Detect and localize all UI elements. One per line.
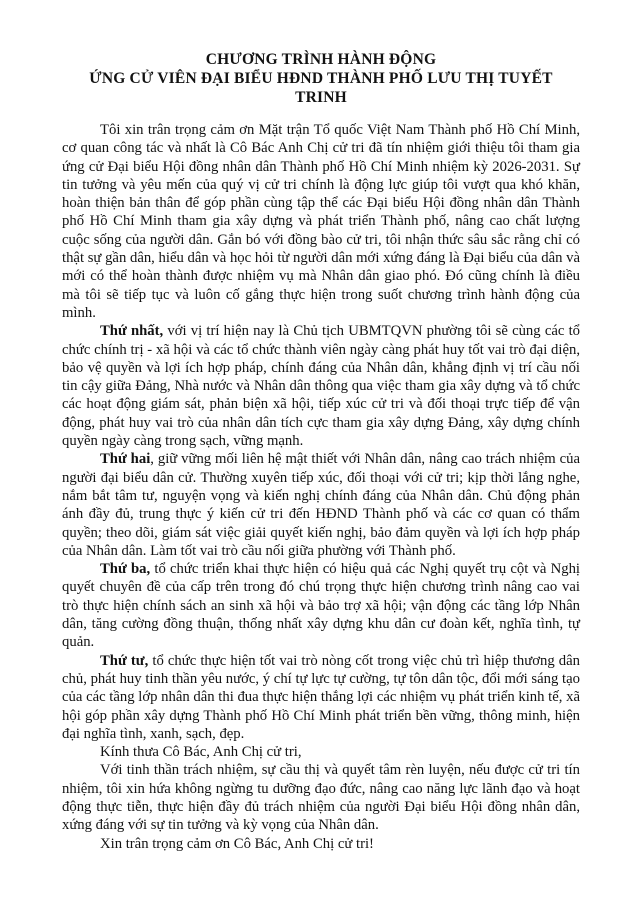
paragraph-lead: Thứ tư, xyxy=(100,652,149,669)
paragraph-text: Tôi xin trân trọng cảm ơn Mặt trận Tổ quốc Việt Nam Thành phố Hồ Chí Minh, cơ quan công tác và nhất là Cô Bác Anh Chị cử tri đã tín nhiệm giới thiệu tôi tham gia ứng cử Đại biểu Hội đồng nhân dân Thành phố Hồ Chí Minh nhiệm kỳ 2026-2031. Sự tin tưởng và yêu mến của quý vị cử tri chính là động lực giúp tôi vượt qua khó khăn, hoàn thiện bản thân để góp phần cùng tập thể các Đại biểu Hội đồng nhân dân Thành phố Hồ Chí Minh tham gia xây dựng và phát triển Thành phố, nâng cao chất lượng cuộc sống của người dân. Gắn bó với đồng bào cử tri, tôi nhận thức sâu sắc rằng chỉ có thật sự gần dân, hiểu dân và học hỏi từ người dân mới xứng đáng là Đại biểu của dân và mới có thể hoàn thành được nhiệm vụ mà Nhân dân giao phó. Đó cũng chính là điều mà tôi sẽ tiếp tục và luôn cố gắng thực hiện trong suốt chương trình hành động của mình. xyxy=(62,122,580,321)
paragraph-text: tổ chức triển khai thực hiện có hiệu quả các Nghị quyết trụ cột và Nghị quyết chuyên đề của cấp trên trong đó chú trọng thực hiện chương trình nâng cao vai trò thực hiện chính sách an sinh xã hội và bảo trợ xã hội; vận động các tầng lớp Nhân dân, tăng cường đồng thuận, thống nhất xây dựng khu dân cư đoàn kết, nghĩa tình, tự quản. xyxy=(62,561,580,651)
paragraph-text: Với tinh thần trách nhiệm, sự cầu thị và quyết tâm rèn luyện, nếu được cử tri tín nhiệm, tôi xin hứa không ngừng tu dưỡng đạo đức, nâng cao năng lực lãnh đạo và hoạt động thực tiễn, thực hiện đầy đủ trách nhiệm của người Đại biểu Hội đồng nhân dân, xứng đáng với sự tin tưởng và kỳ vọng của Nhân dân. xyxy=(62,762,580,834)
paragraph-intro xyxy=(62,121,580,322)
paragraph-text: với vị trí hiện nay là Chủ tịch UBMTQVN phường tôi sẽ cùng các tổ chức chính trị - xã hội và các tổ chức thành viên ngày càng phát huy tốt vai trò đại diện, bảo vệ quyền và lợi ích hợp pháp, chính đáng của Nhân dân, khẳng định vị trí cầu nối tin cậy giữa Đảng, Nhà nước và Nhân dân thông qua việc tham gia xây dựng và tổ chức các hoạt động giám sát, phản biện xã hội, tiếp xúc cử tri và đối thoại trực tiếp để vận động, phát huy vai trò của nhân dân tích cực tham gia xây dựng Đảng, xây dựng chính quyền ngày càng trong sạch, vững mạnh. xyxy=(62,323,580,450)
paragraph-point-4 xyxy=(62,652,580,743)
paragraph-commitment xyxy=(62,761,580,834)
paragraph-salutation xyxy=(62,743,580,761)
document-title-line2: ỨNG CỬ VIÊN ĐẠI BIỂU HĐND THÀNH PHỐ LƯU THỊ TUYẾT TRINH xyxy=(89,70,553,106)
paragraph-lead: Thứ nhất, xyxy=(100,323,164,340)
document-title xyxy=(62,50,580,107)
paragraph-text: Xin trân trọng cảm ơn Cô Bác, Anh Chị cử tri! xyxy=(100,835,374,852)
paragraph-point-2 xyxy=(62,450,580,560)
paragraph-text: , giữ vững mối liên hệ mật thiết với Nhân dân, nâng cao trách nhiệm của người đại biểu dân cử. Thường xuyên tiếp xúc, đối thoại với cử tri; kịp thời lắng nghe, nắm bắt tâm tư, nguyện vọng và kiến nghị chính đáng của Nhân dân. Chủ động phản ánh đầy đủ, trung thực ý kiến cử tri đến HĐND Thành phố và các cơ quan có thẩm quyền; theo dõi, giám sát việc giải quyết kiến nghị, bảo đảm quyền và lợi ích hợp pháp của Nhân dân. Làm tốt vai trò cầu nối giữa phường với Thành phố. xyxy=(62,451,580,559)
paragraph-text: tổ chức thực hiện tốt vai trò nòng cốt trong việc chủ trì hiệp thương dân chủ, phát huy tinh thần yêu nước, ý chí tự lực tự cường, tự tôn dân tộc, đổi mới sáng tạo của các tầng lớp nhân dân thi đua thực hiện thắng lợi các nhiệm vụ phát triển kinh tế, xã hội góp phần xây dựng Thành phố Hồ Chí Minh phát triển bền vững, thông minh, hiện đại nghĩa tình, xanh, sạch, đẹp. xyxy=(62,652,580,742)
paragraph-lead: Thứ ba, xyxy=(100,561,151,578)
paragraph-point-1 xyxy=(62,322,580,450)
paragraph-text: Kính thưa Cô Bác, Anh Chị cử tri, xyxy=(100,744,302,761)
paragraph-point-3 xyxy=(62,560,580,651)
document-title-line1: CHƯƠNG TRÌNH HÀNH ĐỘNG xyxy=(205,51,437,68)
paragraph-closing xyxy=(62,835,580,853)
document-body xyxy=(62,121,580,853)
paragraph-lead: Thứ hai xyxy=(100,451,151,468)
